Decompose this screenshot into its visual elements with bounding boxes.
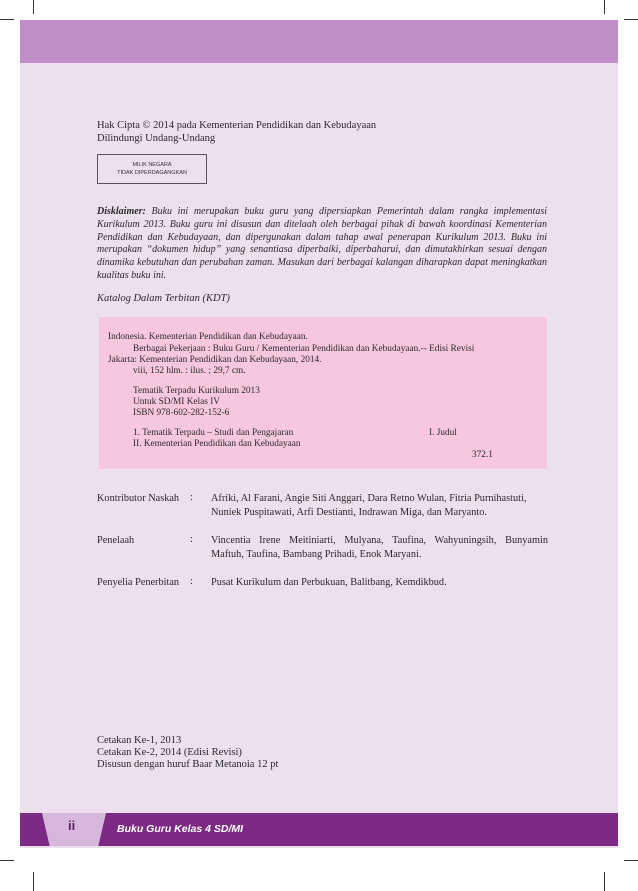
kdt-line: Berbagai Pekerjaan : Buku Guru / Kementerian Pendidikan dan Kebudayaan.-- Edisi Revisi	[133, 344, 475, 354]
crop-mark	[0, 860, 14, 861]
footer-band	[20, 813, 618, 846]
disclaimer-text: Buku ini merupakan buku guru yang dipersiapkan Pemerintah dalam rangka implementasi Kurikulum 2013. Buku guru ini disusun dan ditelaah oleh berbagai pihak di bawah koordinasi Kementerian Pendidikan dan Kebudayaan, dan dipergunakan dalam tahap awal penerapan Kurikulum 2013. Buku ini merupakan “dokumen hidup” yang senantiasa diperbaiki, diperbaharui, dan dimutakhirkan sesuai dengan dinamika kebutuhan dan perubahan zaman. Masukan dari berbagai kalangan diharapkan dapat meningkatkan kualitas buku ini.	[97, 206, 547, 281]
publisher-supervisor-name: Pusat Kurikulum dan Perbukuan, Balitbang, Kemdikbud.	[211, 577, 447, 588]
disclaimer-label: Disklaimer:	[97, 206, 146, 217]
footer-title: Buku Guru Kelas 4 SD/MI	[117, 823, 244, 835]
reviewer-label: Penelaah	[97, 535, 135, 546]
crop-mark	[624, 19, 638, 20]
kdt-line: 1. Tematik Terpadu – Studi dan Pengajaran	[133, 428, 294, 438]
kdt-line: II. Kementerian Pendidikan dan Kebudayaan	[133, 439, 301, 449]
kdt-line: Untuk SD/MI Kelas IV	[133, 397, 221, 407]
kdt-title: Katalog Dalam Terbitan (KDT)	[97, 293, 230, 304]
colon: :	[190, 534, 193, 545]
kdt-line: viii, 152 hlm. : ilus. ; 29,7 cm.	[133, 366, 246, 376]
kdt-line: Jakarta: Kementerian Pendidikan dan Kebudayaan, 2014.	[108, 355, 322, 365]
contributor-names: Nuniek Puspitawati, Arfi Destianti, Indrawan Miga, dan Maryanto.	[211, 507, 487, 518]
contributor-names: Afriki, Al Farani, Angie Siti Anggari, Dara Retno Wulan, Fitria Purnihastuti,	[211, 493, 527, 504]
crop-mark	[604, 872, 605, 891]
crop-mark	[624, 860, 638, 861]
protection-line: Dilindungi Undang-Undang	[97, 133, 216, 144]
header-band	[20, 20, 618, 63]
reviewer-names: Vincentia Irene Meitiniarti, Mulyana, Taufina, Wahyuningsih, Bunyamin	[211, 535, 548, 546]
not-for-sale-stamp	[97, 154, 207, 184]
contributor-label: Kontributor Naskah	[97, 493, 180, 504]
kdt-line: I. Judul	[429, 428, 457, 438]
colon: :	[190, 492, 193, 503]
crop-mark	[0, 19, 14, 20]
font-note: Disusun dengan huruf Baar Metanoia 12 pt	[97, 759, 279, 770]
crop-mark	[604, 0, 605, 14]
kdt-line: Indonesia. Kementerian Pendidikan dan Kebudayaan.	[108, 332, 308, 342]
print-edition: Cetakan Ke-2, 2014 (Edisi Revisi)	[97, 747, 242, 758]
kdt-classification: 372.1	[472, 450, 493, 460]
crop-mark	[33, 0, 34, 14]
disclaimer-paragraph	[97, 206, 547, 283]
publisher-supervisor-label: Penyelia Penerbitan	[97, 577, 180, 588]
crop-mark	[33, 872, 34, 891]
page-number: ii	[68, 818, 76, 833]
kdt-line: ISBN 978-602-282-152-6	[133, 408, 230, 418]
reviewer-names: Maftuh, Taufina, Bambang Prihadi, Enok Maryani.	[211, 549, 422, 560]
colon: :	[190, 576, 193, 587]
print-edition: Cetakan Ke-1, 2013	[97, 735, 182, 746]
stamp-line-1: MILIK NEGARA	[132, 162, 172, 168]
kdt-line: Tematik Terpadu Kurikulum 2013	[133, 386, 260, 396]
copyright-line: Hak Cipta © 2014 pada Kementerian Pendidikan dan Kebudayaan	[97, 120, 377, 131]
stamp-line-2: TIDAK DIPERDAGANGKAN	[117, 170, 187, 176]
